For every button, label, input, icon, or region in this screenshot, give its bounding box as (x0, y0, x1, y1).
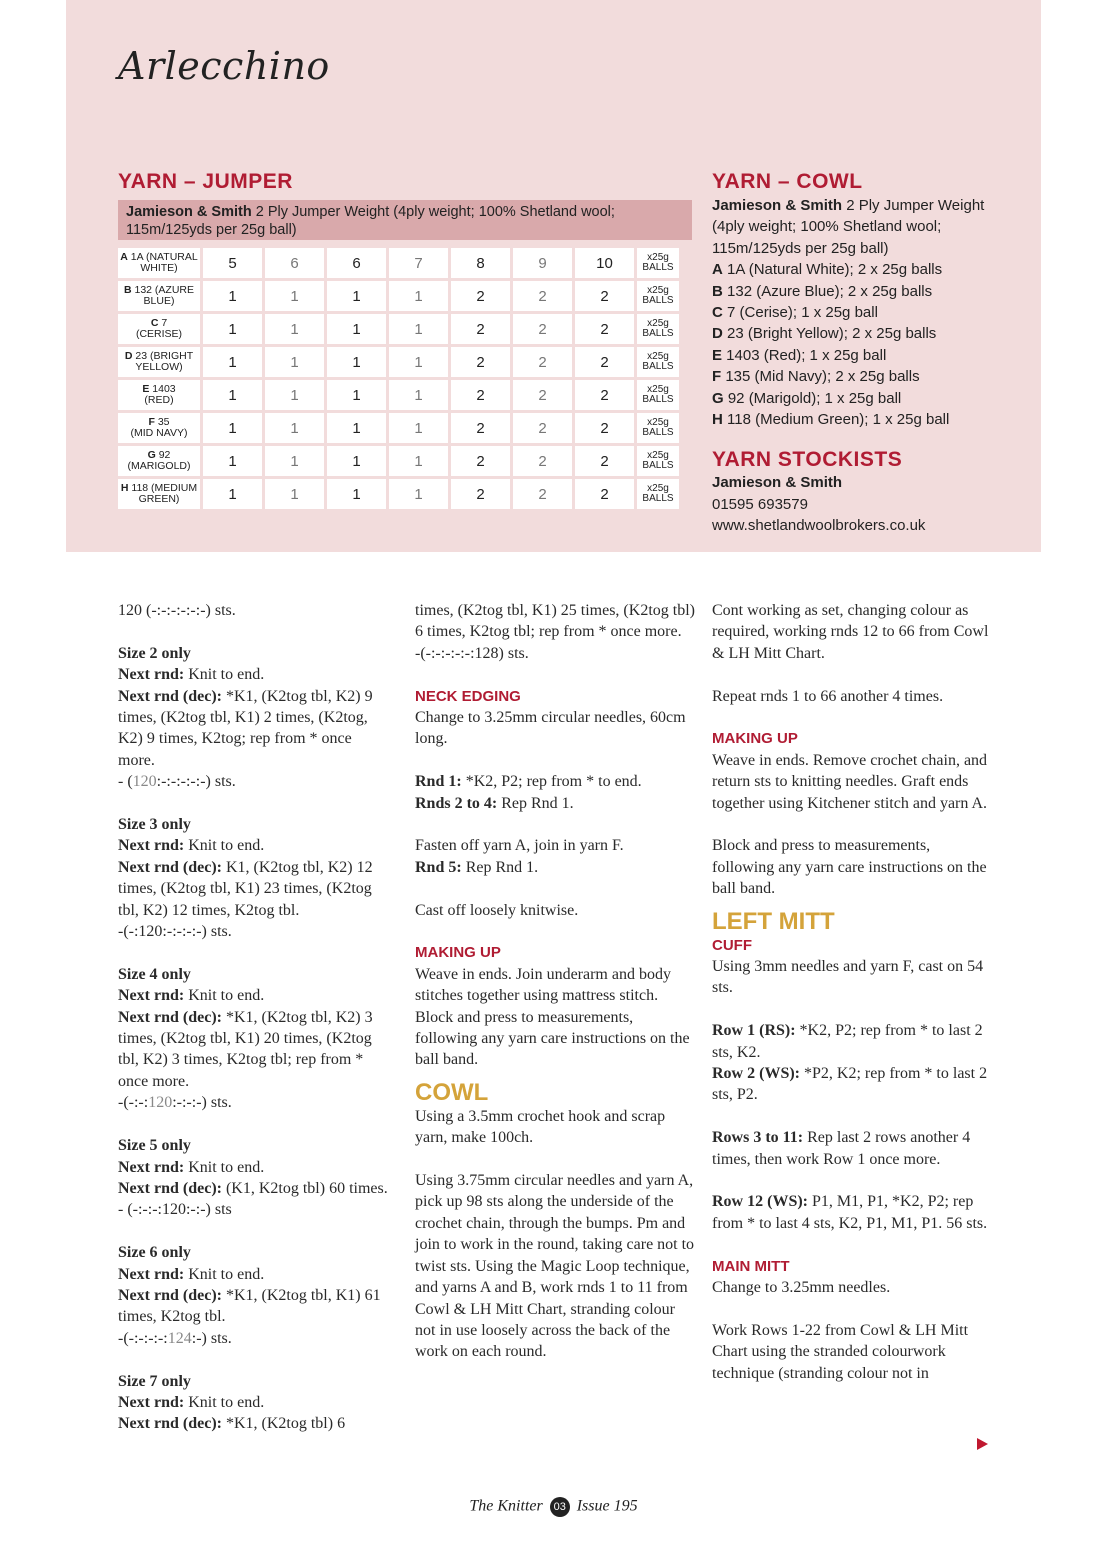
yarn-row (118, 248, 679, 278)
yarn-cowl-heading: YARN – COWL (712, 170, 863, 193)
ball-count-cell: 2 (575, 446, 634, 476)
main-mitt-text: Change to 3.25mm needles. (712, 1279, 891, 1297)
yarn-shade-label (118, 413, 200, 443)
yarn-row (118, 413, 679, 443)
cowl-shade-text: 1403 (Red); 1 x 25g ball (722, 346, 887, 364)
s4-dec-text: *K1, (K2tog tbl, K2) 3 times, (K2tog tbl, K1) 20 times, (K2tog tbl, K2) 3 times, K2tog tbl; rep from * once more. (118, 1008, 373, 1090)
shade-label-line2: YELLOW) (135, 361, 183, 373)
cowl-yarn-item (712, 388, 1012, 409)
cowl-shade-code: G (712, 389, 724, 407)
shade-code: A (120, 251, 128, 263)
c3-p2: Repeat rnds 1 to 66 another 4 times. (712, 687, 944, 705)
s4-count-a: -(-:-: (118, 1094, 149, 1112)
ball-count-cell: 2 (451, 446, 510, 476)
c1-line1: 120 (-:-:-:-:-:-) sts. (118, 602, 236, 619)
stockists-heading: YARN STOCKISTS (712, 448, 903, 471)
s5-dec-label: Next rnd (dec): (118, 1179, 222, 1197)
s2-count-c: :-:-:-:-:-) sts. (156, 773, 236, 791)
stockist-name: Jamieson & Smith (712, 474, 843, 491)
size6-heading: Size 6 only (118, 1244, 191, 1262)
ball-count-cell: 1 (265, 347, 324, 377)
ball-count-cell: 2 (575, 479, 634, 509)
ball-count-cell: 2 (451, 413, 510, 443)
row311-label: Rows 3 to 11: (712, 1129, 804, 1147)
ball-count-cell: 2 (575, 347, 634, 377)
ball-count-cell: 1 (203, 479, 262, 509)
magazine-name: The Knitter (469, 1497, 543, 1515)
size2-heading: Size 2 only (118, 644, 191, 662)
s7-next-label: Next rnd: (118, 1393, 185, 1411)
row12-text: P1, M1, P1, *K2, P2; rep from * to last 4 sts, K2, P1, M1, P1. 56 sts. (712, 1193, 988, 1232)
work-rows: Work Rows 1-22 from Cowl & LH Mitt Chart using the stranded colourwork technique (stranding colour not in (712, 1321, 969, 1382)
ball-count-cell: 10 (575, 248, 634, 278)
yarn-shade-label (118, 347, 200, 377)
yarn-brand: Jamieson & Smith (126, 204, 252, 220)
shade-label-line1: 118 (MEDIUM (131, 482, 198, 494)
ball-count-cell: 1 (389, 413, 448, 443)
s7-dec-text: *K1, (K2tog tbl) 6 (221, 1415, 346, 1433)
yarn-jumper-banner (118, 200, 692, 240)
shade-code: C (150, 317, 159, 329)
s3-count: -(-:120:-:-:-:-) sts. (118, 923, 232, 941)
unit-cell (637, 248, 679, 278)
yarn-row (118, 380, 679, 410)
left-mitt-heading: LEFT MITT (712, 907, 835, 935)
cowl-shade-code: B (712, 282, 723, 300)
cowl-shade-code: A (712, 261, 723, 279)
ball-count-cell: 1 (265, 314, 324, 344)
s2-next-label: Next rnd: (118, 666, 185, 684)
s5-count: - (-:-:-:120:-:-) sts (118, 1201, 232, 1219)
cowl-shade-text: 7 (Cerise); 1 x 25g ball (722, 304, 878, 322)
column-2 (415, 600, 695, 1384)
cowl-shade-text: 92 (Marigold); 1 x 25g ball (723, 389, 902, 407)
ball-count-cell: 8 (451, 248, 510, 278)
cuff-text: Using 3mm needles and yarn F, cast on 54 sts. (712, 958, 984, 997)
cowl-shade-text: 132 (Azure Blue); 2 x 25g balls (722, 282, 933, 300)
cowl-shade-text: 118 (Medium Green); 1 x 25g ball (722, 411, 950, 429)
cuff-heading: CUFF (712, 936, 752, 954)
yarn-row (118, 479, 679, 509)
unit-cell (637, 281, 679, 311)
shade-label-line1: 1A (NATURAL (130, 251, 198, 263)
ball-count-cell: 1 (203, 380, 262, 410)
cowl-heading: COWL (415, 1078, 489, 1106)
s7-dec-label: Next rnd (dec): (118, 1415, 222, 1433)
column-3 (712, 600, 990, 1384)
ball-count-cell: 7 (389, 248, 448, 278)
cowl-shade-code: H (712, 411, 723, 429)
cowl-p2: Using 3.75mm circular needles and yarn A, pick up 98 sts along the underside of the crochet chain, through the bumps. Pm and join to work in the round, taking care not to twist sts. Using the Magic Loop technique, and yarns A and B, work rnds 1 to 11 from Cowl & LH Mitt Chart, stranding colour not in use loosely across the back of the work on each round. (415, 1172, 695, 1361)
shade-label-line2: (MARIGOLD) (127, 460, 191, 472)
s5-next-label: Next rnd: (118, 1158, 185, 1176)
unit-top: x25g (647, 384, 669, 395)
unit-cell (637, 347, 679, 377)
cowl-making-up-heading: MAKING UP (712, 730, 798, 748)
ball-count-cell: 1 (327, 446, 386, 476)
c2-p1-count: -(-:-:-:-:-:128) sts. (415, 644, 529, 662)
unit-top: x25g (647, 285, 669, 296)
ball-count-cell: 1 (327, 380, 386, 410)
unit-bottom: BALLS (642, 361, 674, 372)
size7-heading: Size 7 only (118, 1372, 191, 1390)
shade-label-line2: BLUE) (143, 295, 175, 307)
making-up-text: Weave in ends. Join underarm and body stitches together using mattress stitch. Block and press to measurements, following any yarn care instructions on the ball band. (415, 965, 690, 1069)
row311-text: Rep last 2 rows another 4 times, then work Row 1 once more. (712, 1129, 971, 1168)
neck-edging-text: Change to 3.25mm circular needles, 60cm long. (415, 709, 686, 748)
ball-count-cell: 2 (575, 380, 634, 410)
ball-count-cell: 1 (389, 446, 448, 476)
rnd5-label: Rnd 5: (415, 858, 462, 876)
unit-top: x25g (647, 483, 669, 494)
ball-count-cell: 2 (513, 314, 572, 344)
s4-count-b: 120 (148, 1094, 173, 1112)
unit-top: x25g (647, 417, 669, 428)
stockists-info (712, 472, 925, 537)
shade-code: B (123, 284, 132, 296)
cowl-brand: Jamieson & Smith (712, 197, 843, 214)
s2-dec-text: *K1, (K2tog tbl, K2) 9 times, (K2tog tbl, K1) 2 times, (K2tog, K2) 9 times, K2tog; rep from * once more. (118, 687, 373, 769)
ball-count-cell: 5 (203, 248, 262, 278)
s3-dec-label: Next rnd (dec): (118, 858, 222, 876)
cowl-yarn-item (712, 259, 1012, 280)
ball-count-cell: 1 (265, 380, 324, 410)
yarn-row (118, 281, 679, 311)
cowl-p1: Using a 3.5mm crochet hook and scrap yarn, make 100ch. (415, 1107, 666, 1147)
ball-count-cell: 1 (389, 479, 448, 509)
ball-count-cell: 2 (513, 479, 572, 509)
cowl-shade-code: E (712, 346, 723, 364)
s3-next-label: Next rnd: (118, 837, 185, 855)
c2-p1: times, (K2tog tbl, K1) 25 times, (K2tog tbl) 6 times, K2tog tbl; rep from * once more. (415, 602, 695, 641)
shade-label-line2: WHITE) (140, 262, 178, 274)
s3-next-text: Knit to end. (184, 837, 265, 855)
ball-count-cell: 1 (265, 446, 324, 476)
size4-heading: Size 4 only (118, 965, 191, 983)
s6-dec-text: *K1, (K2tog tbl, K1) 61 times, K2tog tbl. (118, 1286, 381, 1326)
ball-count-cell: 1 (389, 380, 448, 410)
yarn-row (118, 347, 679, 377)
ball-count-cell: 2 (451, 347, 510, 377)
ball-count-cell: 2 (451, 314, 510, 344)
s4-next-text: Knit to end. (184, 987, 265, 1005)
s6-next-text: Knit to end. (184, 1265, 265, 1283)
yarn-row (118, 446, 679, 476)
ball-count-cell: 1 (265, 281, 324, 311)
rnd24-label: Rnds 2 to 4: (415, 794, 498, 812)
row2-label: Row 2 (WS): (712, 1065, 800, 1083)
cowl-yarn-item (712, 302, 1012, 323)
rnd5-text: Rep Rnd 1. (461, 858, 539, 876)
cowl-yarn-item (712, 323, 1012, 344)
ball-count-cell: 1 (327, 479, 386, 509)
page-footer (0, 1497, 1107, 1517)
unit-cell (637, 446, 679, 476)
ball-count-cell: 6 (265, 248, 324, 278)
rnd24-text: Rep Rnd 1. (497, 794, 574, 812)
ball-count-cell: 1 (389, 281, 448, 311)
cowl-shade-code: C (712, 304, 723, 322)
s4-next-label: Next rnd: (118, 987, 185, 1005)
row1-label: Row 1 (RS): (712, 1022, 796, 1040)
yarn-shade-label (118, 248, 200, 278)
shade-code: F (148, 416, 155, 428)
rnd1-text: *K2, P2; rep from * to end. (461, 773, 642, 791)
yarn-jumper-table (115, 245, 682, 512)
ball-count-cell: 2 (513, 380, 572, 410)
shade-label-line1: 35 (157, 416, 170, 428)
cowl-desc-c: 115m/125yds per 25g ball) (712, 239, 889, 257)
main-mitt-heading: MAIN MITT (712, 1257, 790, 1275)
s4-dec-label: Next rnd (dec): (118, 1008, 222, 1026)
ball-count-cell: 1 (203, 446, 262, 476)
yarn-row (118, 314, 679, 344)
shade-label-line1: 1403 (152, 383, 176, 395)
shade-label-line1: 7 (161, 317, 168, 329)
row1-text: *K2, P2; rep from * to last 2 sts, K2. (712, 1022, 983, 1061)
yarn-shade-label (118, 446, 200, 476)
s7-next-text: Knit to end. (184, 1393, 265, 1411)
ball-count-cell: 1 (327, 314, 386, 344)
unit-bottom: BALLS (642, 295, 674, 306)
c3-p1: Cont working as set, changing colour as required, working rnds 12 to 66 from Cowl & LH Mitt Chart. (712, 602, 989, 662)
s4-count-c: :-:-:-) sts. (172, 1094, 232, 1112)
cowl-shade-text: 135 (Mid Navy); 2 x 25g balls (721, 368, 920, 386)
unit-top: x25g (647, 252, 669, 263)
unit-bottom: BALLS (642, 427, 674, 438)
shade-label-line2: (CERISE) (135, 328, 183, 340)
shade-label-line2: (MID NAVY) (130, 427, 188, 439)
unit-cell (637, 380, 679, 410)
unit-cell (637, 413, 679, 443)
unit-bottom: BALLS (642, 460, 674, 471)
ball-count-cell: 2 (513, 413, 572, 443)
s6-count-c: :-) sts. (191, 1329, 232, 1347)
s6-next-label: Next rnd: (118, 1265, 185, 1283)
s5-dec-text: (K1, K2tog tbl) 60 times. (221, 1179, 388, 1197)
yarn-jumper-heading: YARN – JUMPER (118, 170, 293, 193)
ball-count-cell: 2 (513, 281, 572, 311)
ball-count-cell: 2 (451, 281, 510, 311)
ball-count-cell: 1 (203, 314, 262, 344)
ball-count-cell: 1 (389, 314, 448, 344)
column-1 (118, 600, 390, 1435)
cowl-block: Block and press to measurements, following any yarn care instructions on the ball band. (712, 837, 987, 898)
page-number: 03 (550, 1497, 570, 1517)
ball-count-cell: 1 (203, 347, 262, 377)
shade-code: H (120, 482, 129, 494)
issue-number: Issue 195 (576, 1497, 638, 1515)
yarn-shade-label (118, 479, 200, 509)
cowl-shade-text: 1A (Natural White); 2 x 25g balls (722, 261, 943, 279)
shade-code: E (142, 383, 150, 395)
ball-count-cell: 9 (513, 248, 572, 278)
unit-bottom: BALLS (642, 262, 674, 273)
cowl-shade-code: D (712, 325, 723, 343)
unit-top: x25g (647, 351, 669, 362)
shade-label-line1: 92 (158, 449, 171, 461)
ball-count-cell: 1 (327, 413, 386, 443)
size5-heading: Size 5 only (118, 1137, 191, 1155)
cowl-yarn-list (712, 259, 1012, 430)
cowl-shade-code: F (712, 368, 722, 386)
unit-bottom: BALLS (642, 328, 674, 339)
ball-count-cell: 2 (575, 413, 634, 443)
yarn-cowl-info (712, 195, 1012, 430)
yarn-shade-label (118, 380, 200, 410)
cowl-desc-a: 2 Ply Jumper Weight (842, 197, 985, 214)
s6-dec-label: Next rnd (dec): (118, 1286, 222, 1304)
shade-label-line2: GREEN) (138, 493, 180, 505)
ball-count-cell: 1 (265, 413, 324, 443)
cowl-yarn-item (712, 345, 1012, 366)
cowl-shade-text: 23 (Bright Yellow); 2 x 25g balls (722, 325, 937, 343)
s2-dec-label: Next rnd (dec): (118, 687, 222, 705)
ball-count-cell: 2 (575, 281, 634, 311)
yarn-desc-line2: 115m/125yds per 25g ball) (126, 222, 297, 238)
cowl-yarn-item (712, 366, 1012, 387)
size3-heading: Size 3 only (118, 816, 191, 834)
stockist-website[interactable]: www.shetlandwoolbrokers.co.uk (712, 517, 926, 534)
unit-top: x25g (647, 450, 669, 461)
s2-next-text: Knit to end. (184, 666, 265, 684)
fasten-off: Fasten off yarn A, join in yarn F. (415, 837, 624, 855)
stockist-phone: 01595 693579 (712, 495, 808, 513)
ball-count-cell: 6 (327, 248, 386, 278)
s2-count-a: - ( (118, 773, 133, 791)
ball-count-cell: 1 (203, 281, 262, 311)
shade-label-line1: 132 (AZURE (134, 284, 195, 296)
shade-code: D (124, 350, 133, 362)
ball-count-cell: 1 (389, 347, 448, 377)
neck-edging-heading: NECK EDGING (415, 687, 521, 705)
rnd1-label: Rnd 1: (415, 773, 462, 791)
yarn-shade-label (118, 314, 200, 344)
shade-label-line1: 23 (BRIGHT (135, 350, 194, 362)
cowl-making-up-text: Weave in ends. Remove crochet chain, and return sts to knitting needles. Graft ends together using Kitchener stitch and yarn A. (712, 751, 988, 812)
unit-top: x25g (647, 318, 669, 329)
s5-next-text: Knit to end. (184, 1158, 265, 1176)
row2-text: *P2, K2; rep from * to last 2 sts, P2. (712, 1065, 988, 1104)
s6-count-b: 124 (167, 1329, 192, 1347)
unit-cell (637, 479, 679, 509)
yarn-shade-label (118, 281, 200, 311)
cowl-desc-b: (4ply weight; 100% Shetland wool; (712, 218, 942, 236)
ball-count-cell: 2 (513, 446, 572, 476)
ball-count-cell: 2 (451, 479, 510, 509)
unit-cell (637, 314, 679, 344)
ball-count-cell: 2 (451, 380, 510, 410)
unit-bottom: BALLS (642, 493, 674, 504)
ball-count-cell: 2 (513, 347, 572, 377)
continue-arrow-icon (977, 1438, 988, 1450)
ball-count-cell: 1 (327, 281, 386, 311)
making-up-heading: MAKING UP (415, 944, 501, 962)
unit-bottom: BALLS (642, 394, 674, 405)
shade-label-line2: (RED) (144, 394, 174, 406)
ball-count-cell: 1 (203, 413, 262, 443)
yarn-desc-line1: 2 Ply Jumper Weight (4ply weight; 100% Shetland wool; (251, 204, 615, 220)
s2-count-b: 120 (132, 773, 157, 791)
cowl-yarn-item (712, 409, 1012, 430)
ball-count-cell: 1 (265, 479, 324, 509)
ball-count-cell: 2 (575, 314, 634, 344)
cast-off: Cast off loosely knitwise. (415, 901, 579, 919)
page-title: Arlecchino (118, 44, 330, 88)
cowl-yarn-item (712, 281, 1012, 302)
row12-label: Row 12 (WS): (712, 1193, 808, 1211)
shade-code: G (147, 449, 156, 461)
s3-dec-text: K1, (K2tog tbl, K2) 12 times, (K2tog tbl, K1) 23 times, (K2tog tbl, K2) 12 times, K2tog tbl. (118, 858, 373, 919)
ball-count-cell: 1 (327, 347, 386, 377)
s6-count-a: -(-:-:-:-: (118, 1329, 168, 1347)
